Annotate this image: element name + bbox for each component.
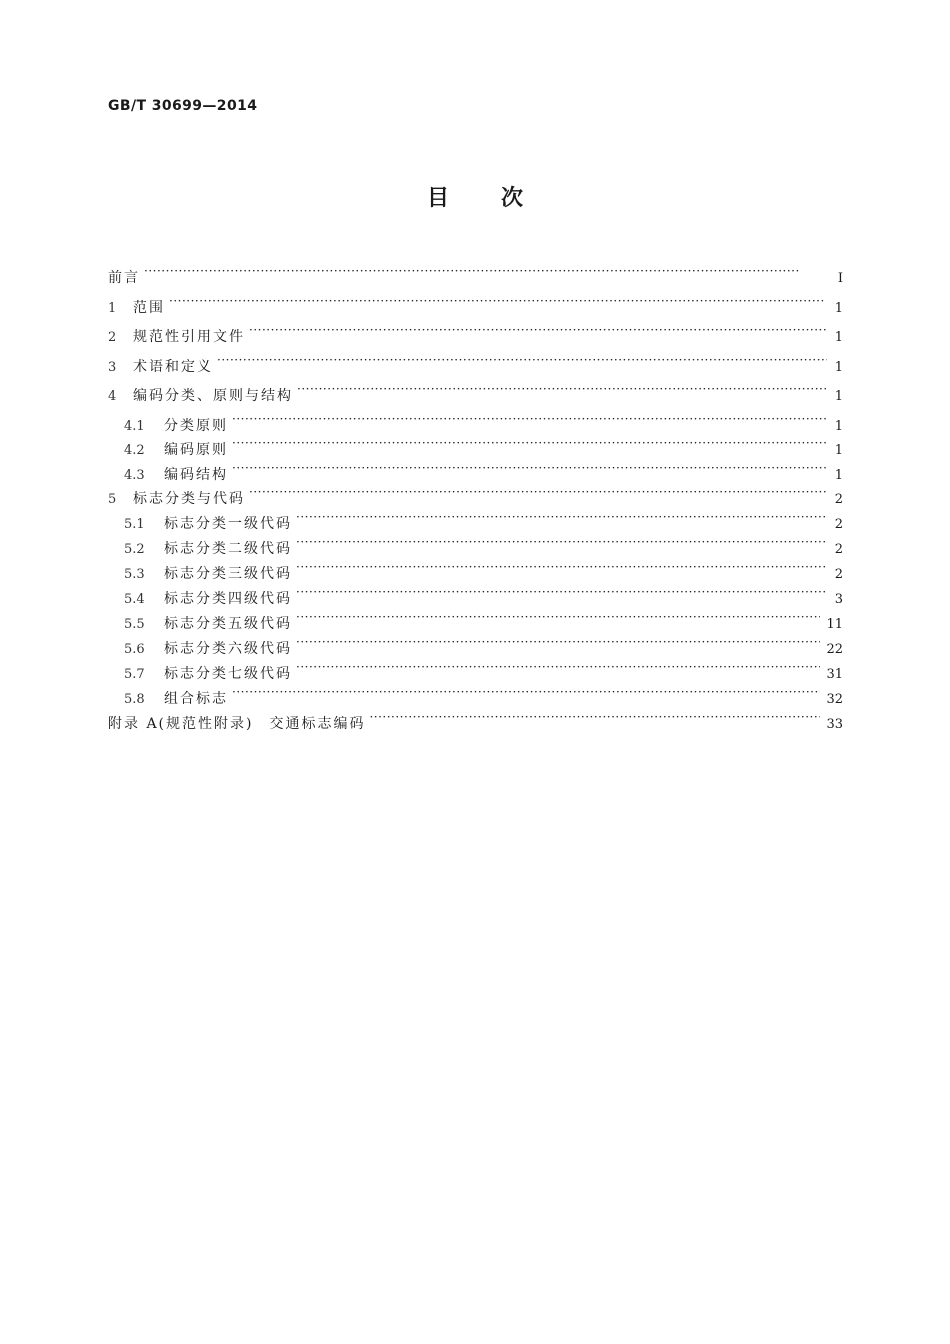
dot-leader — [297, 378, 827, 400]
toc-entry-page: 22 — [826, 642, 843, 657]
toc-entry-label: 标志分类三级代码 — [164, 566, 292, 582]
toc-entry-page: Ⅰ — [837, 271, 843, 286]
toc-entry[interactable] — [124, 681, 843, 707]
toc-entry[interactable] — [108, 706, 843, 732]
toc-entry-label: 标志分类四级代码 — [164, 591, 292, 607]
toc-entry-label: 编码原则 — [164, 442, 228, 458]
toc-entry[interactable] — [124, 531, 843, 557]
toc-entry-number: 5.7 — [124, 667, 145, 682]
toc-entry-page: 2 — [834, 542, 843, 557]
toc-entry-page: 11 — [826, 617, 843, 632]
dot-leader — [144, 260, 827, 282]
toc-entry[interactable] — [124, 656, 843, 682]
toc-entry-page: 1 — [834, 360, 843, 375]
toc-entry-label: 组合标志 — [164, 691, 228, 707]
dot-leader — [296, 506, 827, 528]
toc-entry-label: 范围 — [133, 300, 165, 316]
standard-code: GB/T 30699—2014 — [108, 98, 258, 114]
toc-entry[interactable] — [124, 631, 843, 657]
toc-entry-number: 5.6 — [124, 642, 145, 657]
toc-entry-page: 33 — [826, 717, 843, 732]
toc-entry-label: 附录 A(规范性附录) 交通标志编码 — [108, 716, 366, 732]
dot-leader — [296, 631, 820, 653]
toc-entry-page: 3 — [834, 592, 843, 607]
toc-entry-label: 规范性引用文件 — [133, 329, 245, 345]
toc-entry-page: 1 — [834, 443, 843, 458]
toc-entry-number: 5.3 — [124, 567, 145, 582]
dot-leader — [249, 481, 827, 503]
toc-entry[interactable] — [108, 481, 843, 507]
dot-leader — [369, 706, 820, 728]
toc-entry[interactable] — [124, 432, 843, 458]
dot-leader — [232, 457, 827, 479]
toc-entry[interactable] — [124, 581, 843, 607]
toc-entry-number: 4 — [108, 389, 117, 404]
toc-entry[interactable] — [124, 606, 843, 632]
toc-entry[interactable] — [108, 290, 843, 316]
toc-entry-page: 1 — [834, 330, 843, 345]
toc-entry-label: 编码结构 — [164, 467, 228, 483]
toc-entry-number: 5.2 — [124, 542, 145, 557]
toc-entry-label: 标志分类二级代码 — [164, 541, 292, 557]
dot-leader — [296, 606, 820, 628]
dot-leader — [169, 290, 827, 312]
toc-entry-number: 1 — [108, 301, 117, 316]
toc-entry-number: 4.2 — [124, 443, 145, 458]
toc-entry[interactable] — [124, 506, 843, 532]
toc-entry-label: 前言 — [108, 270, 140, 286]
toc-entry-label: 标志分类七级代码 — [164, 666, 292, 682]
toc-entry-label: 标志分类与代码 — [133, 491, 245, 507]
dot-leader — [232, 681, 820, 703]
toc-entry-label: 编码分类、原则与结构 — [133, 388, 293, 404]
toc-entry-number: 5.5 — [124, 617, 145, 632]
dot-leader — [296, 581, 827, 603]
dot-leader — [296, 656, 820, 678]
toc-entry[interactable] — [108, 378, 843, 404]
toc-entry[interactable] — [124, 457, 843, 483]
toc-entry-number: 5 — [108, 492, 117, 507]
toc-entry[interactable] — [108, 319, 843, 345]
toc-entry-page: 1 — [834, 468, 843, 483]
toc-entry-label: 分类原则 — [164, 418, 228, 434]
dot-leader — [217, 349, 827, 371]
dot-leader — [296, 556, 827, 578]
toc-entry[interactable] — [124, 408, 843, 434]
dot-leader — [232, 408, 827, 430]
toc-entry[interactable] — [108, 260, 843, 286]
toc-entry[interactable] — [124, 556, 843, 582]
toc-entry-page: 2 — [834, 517, 843, 532]
dot-leader — [249, 319, 827, 341]
toc-entry-page: 31 — [826, 667, 843, 682]
toc-entry-number: 2 — [108, 330, 117, 345]
toc-entry-page: 2 — [834, 492, 843, 507]
toc-entry-page: 2 — [834, 567, 843, 582]
toc-entry-label: 标志分类五级代码 — [164, 616, 292, 632]
toc-entry-page: 32 — [826, 692, 843, 707]
toc-entry-number: 5.4 — [124, 592, 145, 607]
toc-entry-page: 1 — [834, 419, 843, 434]
toc-entry[interactable] — [108, 349, 843, 375]
page-title: 目次 — [426, 186, 575, 211]
dot-leader — [296, 531, 827, 553]
toc-entry-number: 5.8 — [124, 692, 145, 707]
toc-entry-number: 5.1 — [124, 517, 145, 532]
toc-entry-page: 1 — [834, 389, 843, 404]
toc-entry-number: 4.1 — [124, 419, 145, 434]
toc-entry-page: 1 — [834, 301, 843, 316]
toc-entry-label: 标志分类六级代码 — [164, 641, 292, 657]
dot-leader — [232, 432, 827, 454]
toc-entry-number: 3 — [108, 360, 117, 375]
toc-entry-number: 4.3 — [124, 468, 145, 483]
toc-entry-label: 术语和定义 — [133, 359, 213, 375]
toc-entry-label: 标志分类一级代码 — [164, 516, 292, 532]
